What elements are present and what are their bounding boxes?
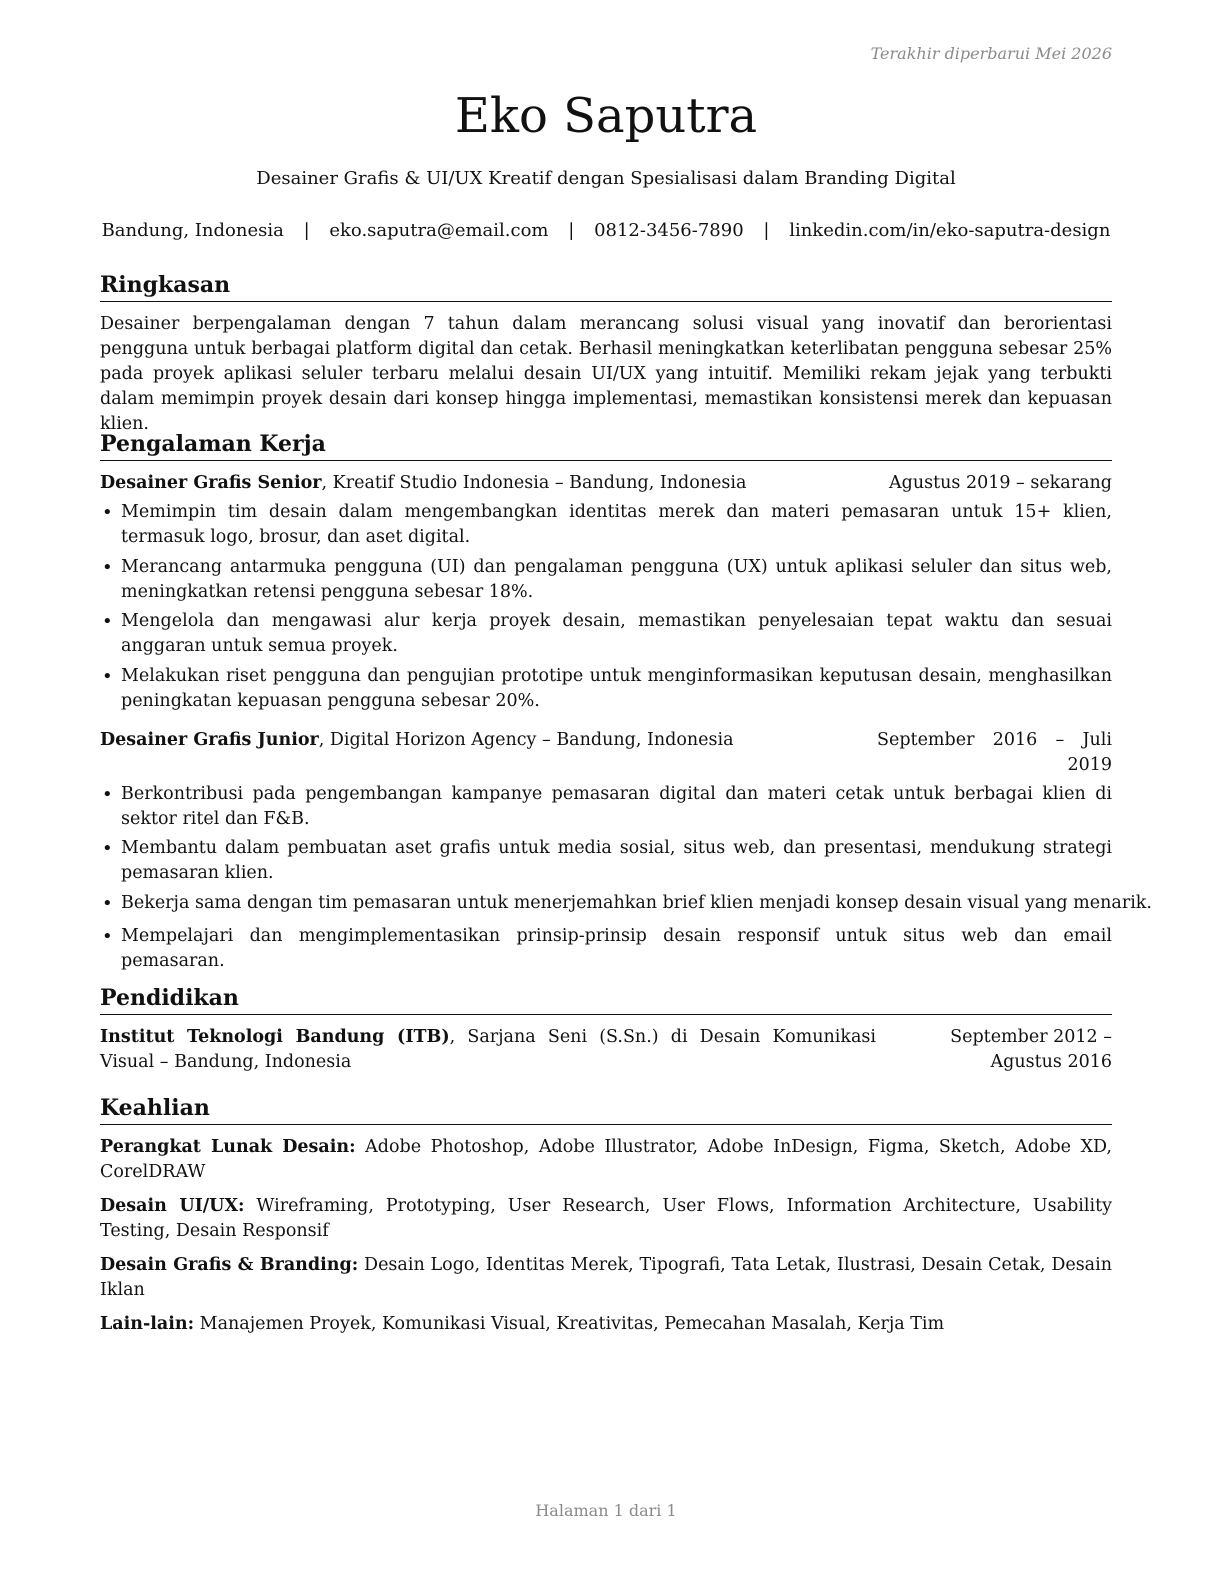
last-updated-note: Terakhir diperbarui Mei 2026 xyxy=(870,44,1112,63)
education-dates: September 2012 – Agustus 2016 xyxy=(950,1027,1112,1072)
candidate-tagline: Desainer Grafis & UI/UX Kreatif dengan Spesialisasi dalam Branding Digital xyxy=(256,168,956,189)
contact-separator: | xyxy=(303,220,310,241)
contact-email: eko.saputra@email.com xyxy=(329,220,549,241)
section-title-skills: Keahlian xyxy=(100,1094,1112,1125)
candidate-name: Eko Saputra xyxy=(454,88,758,144)
job-role: Desainer Grafis Senior xyxy=(100,473,322,493)
job-title-line xyxy=(100,471,746,496)
summary-section xyxy=(100,271,1112,437)
education-degree xyxy=(100,1025,876,1075)
job-bullet: • Berkontribusi pada pengembangan kampanye pemasaran digital dan materi cetak untuk berbagai klien di sektor ritel dan F&B. xyxy=(100,782,1112,832)
skill-label: Desain Grafis & Branding: xyxy=(100,1255,359,1275)
education-entry xyxy=(100,1025,1112,1075)
job-entry xyxy=(100,471,1112,714)
education-detail: , Sarjana Seni (S.Sn.) di Desain Komunikasi Visual – Bandung, Indonesia xyxy=(100,1027,876,1072)
skill-label: Desain UI/UX: xyxy=(100,1196,245,1216)
contact-line xyxy=(100,219,1112,243)
job-bullet-list xyxy=(100,782,1152,974)
skill-value: Manajemen Proyek, Komunikasi Visual, Kreativitas, Pemecahan Masalah, Kerja Tim xyxy=(194,1314,945,1334)
summary-text: Desainer berpengalaman dengan 7 tahun dalam merancang solusi visual yang inovatif dan berorientasi pengguna untuk berbagai platform digital dan cetak. Berhasil meningkatkan keterlibatan pengguna sebesar 25% pada proyek aplikasi seluler terbaru melalui desain UI/UX yang intuitif. Memiliki rekam jejak yang terbukti dalam memimpin proyek desain dari konsep hingga implementasi, memastikan konsistensi merek dan kepuasan klien. xyxy=(100,314,1112,434)
experience-section xyxy=(100,430,1152,978)
skill-value: Wireframing, Prototyping, User Research, User Flows, Information Architecture, Usability Testing, Desain Responsif xyxy=(100,1196,1112,1241)
skill-label: Lain-lain: xyxy=(100,1314,195,1334)
contact-separator: | xyxy=(763,220,770,241)
education-school: Institut Teknologi Bandung (ITB) xyxy=(100,1027,450,1047)
skills-section xyxy=(100,1094,1112,1346)
skill-group xyxy=(100,1135,1112,1185)
job-bullet: • Memimpin tim desain dalam mengembangkan identitas merek dan materi pemasaran untuk 15+ klien, termasuk logo, brosur, dan aset digital. xyxy=(100,500,1112,550)
skill-value: Desain Logo, Identitas Merek, Tipografi, Tata Letak, Ilustrasi, Desain Cetak, Desain Iklan xyxy=(100,1255,1112,1300)
job-bullet: • Membantu dalam pembuatan aset grafis untuk media sosial, situs web, dan presentasi, mendukung strategi pemasaran klien. xyxy=(100,836,1112,886)
skill-group xyxy=(100,1312,1112,1337)
job-header xyxy=(100,728,1112,778)
skill-label: Perangkat Lunak Desain: xyxy=(100,1137,356,1157)
job-bullet-list xyxy=(100,500,1112,714)
job-dates: September 2016 – Juli 2019 xyxy=(877,729,1112,775)
contact-phone: 0812-3456-7890 xyxy=(594,220,744,241)
job-bullet: • Mengelola dan mengawasi alur kerja proyek desain, memastikan penyelesaian tepat waktu dan sesuai anggaran untuk semua proyek. xyxy=(100,609,1112,659)
job-role: Desainer Grafis Junior xyxy=(100,729,319,750)
job-header xyxy=(100,471,1112,496)
skill-group xyxy=(100,1253,1112,1303)
contact-location: Bandung, Indonesia xyxy=(101,220,284,241)
section-title-summary: Ringkasan xyxy=(100,271,1112,302)
section-title-experience: Pengalaman Kerja xyxy=(100,430,1112,461)
education-section xyxy=(100,984,1112,1075)
job-dates: Agustus 2019 – sekarang xyxy=(889,473,1112,493)
section-title-education: Pendidikan xyxy=(100,984,1112,1015)
job-bullet: • Melakukan riset pengguna dan pengujian prototipe untuk menginformasikan keputusan desain, menghasilkan peningkatan kepuasan pengguna sebesar 20%. xyxy=(100,664,1112,714)
skill-value: Adobe Photoshop, Adobe Illustrator, Adobe InDesign, Figma, Sketch, Adobe XD, CorelDRAW xyxy=(100,1137,1112,1182)
job-bullet: • Bekerja sama dengan tim pemasaran untuk menerjemahkan brief klien menjadi konsep desain visual yang menarik. xyxy=(100,891,1118,916)
resume-page xyxy=(100,0,1152,1584)
job-entry xyxy=(100,728,1152,974)
job-bullet: • Mempelajari dan mengimplementasikan prinsip-prinsip desain responsif untuk situs web dan email pemasaran. xyxy=(100,924,1112,974)
contact-separator: | xyxy=(568,220,575,241)
job-bullet: • Merancang antarmuka pengguna (UI) dan pengalaman pengguna (UX) untuk aplikasi seluler dan situs web, meningkatkan retensi pengguna sebesar 18%. xyxy=(100,555,1112,605)
page-number: Halaman 1 dari 1 xyxy=(535,1501,677,1520)
job-company: , Digital Horizon Agency – Bandung, Indonesia xyxy=(318,729,734,750)
job-title-line xyxy=(100,728,734,778)
contact-linkedin: linkedin.com/in/eko-saputra-design xyxy=(789,220,1111,241)
job-company: , Kreatif Studio Indonesia – Bandung, Indonesia xyxy=(321,473,747,493)
skill-group xyxy=(100,1194,1112,1244)
